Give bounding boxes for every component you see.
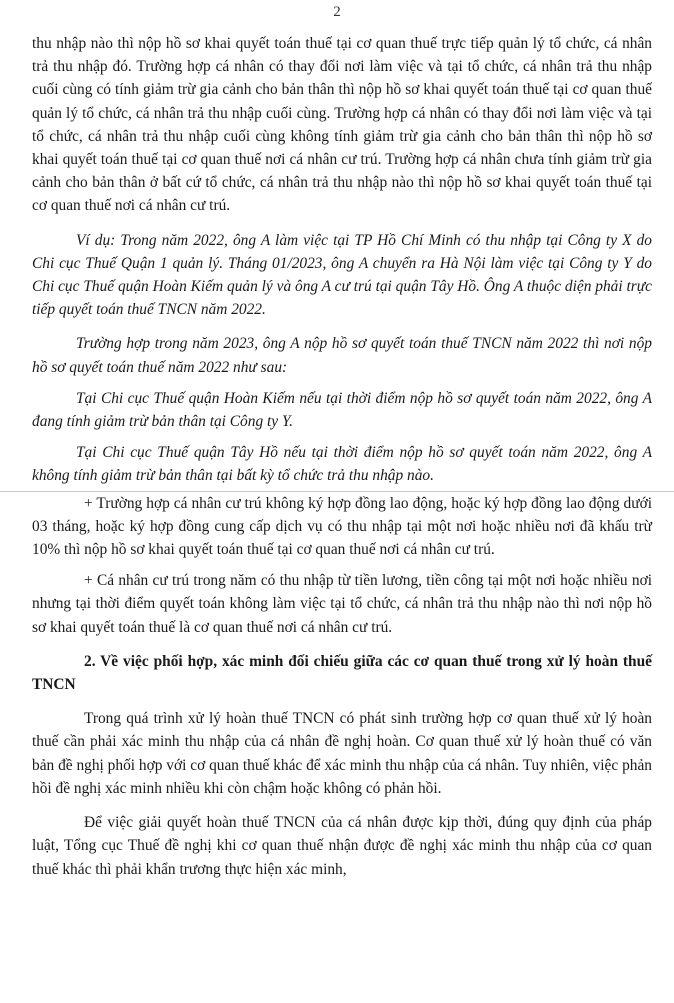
section-heading-2: 2. Về việc phối hợp, xác minh đối chiếu giữa các cơ quan thuế trong xử lý hoàn thuế TNCN bbox=[32, 652, 652, 694]
example-tay-ho-paragraph: Tại Chi cục Thuế quận Tây Hồ nếu tại thời điểm nộp hồ sơ quyết toán năm 2022, ông A không tính giảm trừ bản thân tại bất kỳ tổ chức trả thu nhập nào. bbox=[32, 444, 652, 485]
example-case-paragraph: Trường hợp trong năm 2023, ông A nộp hồ sơ quyết toán thuế TNCN năm 2022 thì nơi nộp hồ sơ quyết toán thuế năm 2022 như sau: bbox=[32, 335, 652, 376]
page-number: 2 bbox=[333, 4, 341, 20]
bullet-no-contract-paragraph: + Trường hợp cá nhân cư trú không ký hợp đồng lao động, hoặc ký hợp đồng lao động dưới 03 tháng, hoặc ký hợp đồng cung cấp dịch vụ có thu nhập tại một nơi hoặc nhiều nơi đã khấu trừ 10% thì nộp hồ sơ khai quyết toán thuế tại cơ quan thuế nơi cá nhân cư trú. bbox=[32, 494, 652, 559]
example-hoan-kiem-paragraph: Tại Chi cục Thuế quận Hoàn Kiếm nếu tại thời điểm nộp hồ sơ quyết toán năm 2022, ông A đang tính giảm trừ bản thân tại Công ty Y. bbox=[32, 389, 652, 431]
document-body bbox=[32, 0, 652, 881]
paragraph-tax-office-rules: thu nhập nào thì nộp hồ sơ khai quyết toán thuế tại cơ quan thuế trực tiếp quản lý tổ chức, cá nhân trả thu nhập đó. Trường hợp cá nhân có thay đổi nơi làm việc và tại tổ chức, cá nhân trả thu nhập cuối cùng có tính giảm trừ gia cảnh cho bản thân thì nộp hồ sơ khai quyết toán thuế tại cơ quan thuế quản lý tổ chức, cá nhân trả thu nhập cuối cùng. Trường hợp cá nhân có thay đổi nơi làm việc và tại tổ chức, cá nhân trả thu nhập cuối cùng không tính giảm trừ gia cảnh cho bản thân thì nộp hồ sơ khai quyết toán thuế tại cơ quan thuế nơi cá nhân cư trú. Trường hợp cá nhân chưa tính giảm trừ gia cảnh cho bản thân ở bất cứ tổ chức, cá nhân trả thu nhập nào thì nộp hồ sơ khai quyết toán thuế tại cơ quan thuế nơi cá nhân cư trú. bbox=[32, 35, 652, 215]
paragraph-recommendation: Để việc giải quyết hoàn thuế TNCN của cá nhân được kịp thời, đúng quy định của pháp luật, Tổng cục Thuế đề nghị khi cơ quan thuế nhận được đề nghị xác minh thu nhập của cơ quan thuế khác thì phải khẩn trương thực hiện xác minh, bbox=[32, 814, 652, 878]
example-paragraph: Ví dụ: Trong năm 2022, ông A làm việc tại TP Hồ Chí Minh có thu nhập tại Công ty X do Chi cục Thuế Quận 1 quản lý. Tháng 01/2023, ông A chuyển ra Hà Nội làm việc tại Công ty Y do Chi cục Thuế quận Hoàn Kiếm quản lý và ông A cư trú tại quận Tây Hồ. Ông A thuộc diện phải trực tiếp quyết toán thuế TNCN năm 2022. bbox=[32, 231, 652, 319]
bullet-no-employer-paragraph: + Cá nhân cư trú trong năm có thu nhập từ tiền lương, tiền công tại một nơi hoặc nhiều nơi nhưng tại thời điểm quyết toán không làm việc tại tổ chức, cá nhân trả thu nhập nào thì nơi nộp hồ sơ khai quyết toán thuế là cơ quan thuế nơi cá nhân cư trú. bbox=[32, 572, 652, 636]
paragraph-verification-issue: Trong quá trình xử lý hoàn thuế TNCN có phát sinh trường hợp cơ quan thuế xử lý hoàn thuế cần phải xác minh thu nhập của cá nhân đề nghị hoàn. Cơ quan thuế xử lý hoàn thuế có văn bản đề nghị phối hợp với cơ quan thuế khác để xác minh thu nhập của cá nhân. Tuy nhiên, việc phản hồi đề nghị xác minh nhiều khi còn chậm hoặc không có phản hồi. bbox=[32, 710, 652, 797]
